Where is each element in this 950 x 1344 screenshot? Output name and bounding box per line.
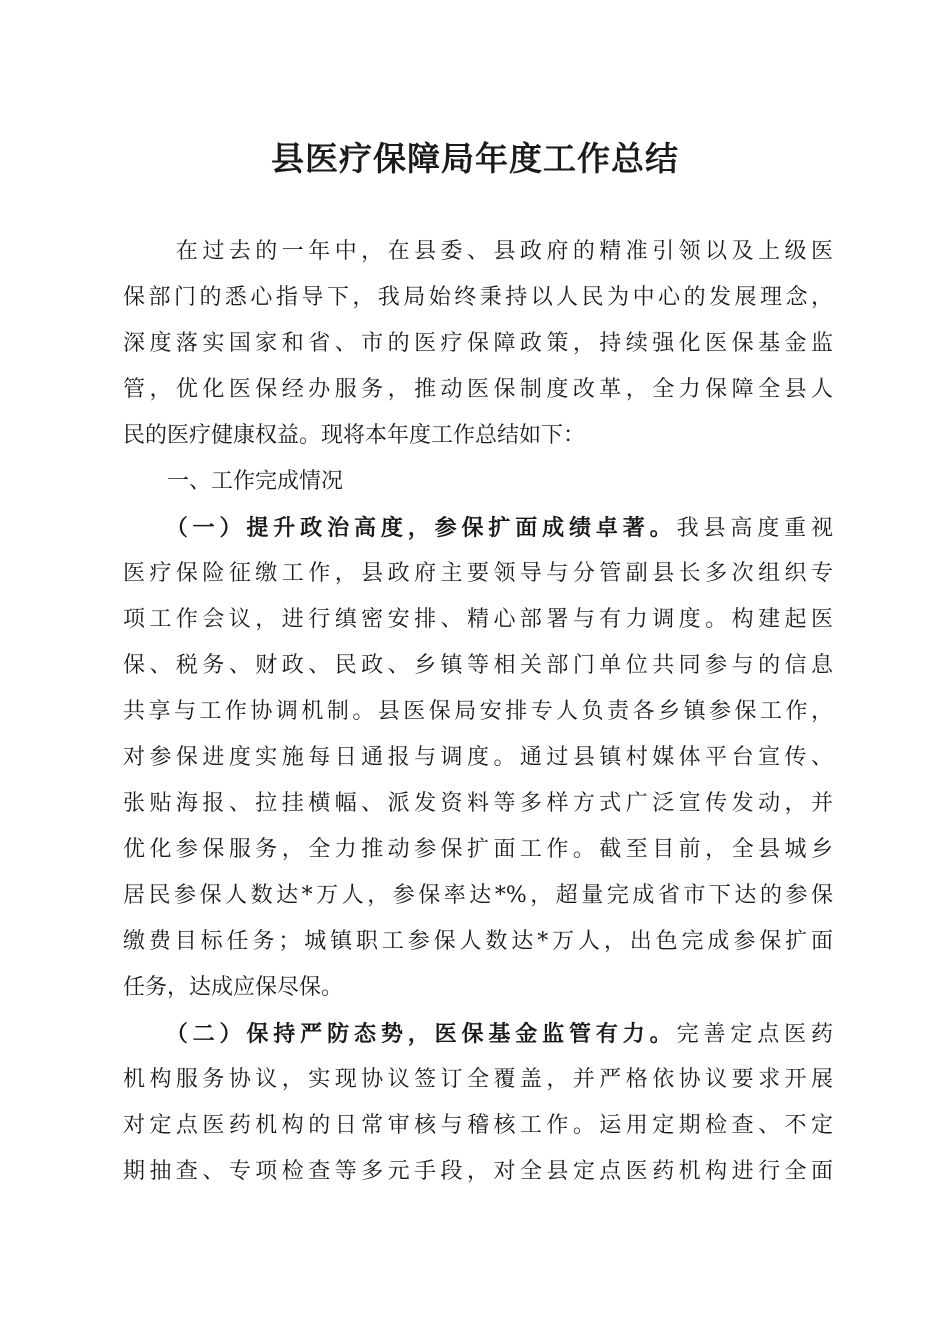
para1-line-5: 共享与工作协调机制。县医保局安排专人负责各乡镇参保工作， [123,699,833,724]
intro-line-4: 管，优化医保经办服务，推动医保制度改革，全力保障全县人 [123,377,833,402]
para1-line-6: 对参保进度实施每日通报与调度。通过县镇村媒体平台宣传、 [123,745,833,770]
para1-line-11: 任务，达成应保尽保。 [123,975,344,1000]
para1-lead-rest: 我县高度重视 [676,516,833,541]
para2-line-1 [123,1011,833,1057]
para2-lead-rest: 完善定点医药 [676,1022,833,1047]
para2-line-4: 期抽查、专项检查等多元手段，对全县定点医药机构进行全面 [123,1159,833,1184]
section-heading-1: 一、工作完成情况 [123,469,344,494]
para1-line-3: 项工作会议，进行缜密安排、精心部署与有力调度。构建起医 [123,607,833,632]
intro-line-2: 保部门的悉心指导下，我局始终秉持以人民为中心的发展理念， [123,285,833,310]
intro-line-1: 在过去的一年中，在县委、县政府的精准引领以及上级医 [123,239,833,264]
document-title: 县医疗保障局年度工作总结 [271,139,679,178]
para1-line-7: 张贴海报、拉挂横幅、派发资料等多样方式广泛宣传发动，并 [123,791,833,816]
para1-line-4: 保、税务、财政、民政、乡镇等相关部门单位共同参与的信息 [123,653,833,678]
para1-line-2: 医疗保险征缴工作，县政府主要领导与分管副县长多次组织专 [123,561,833,586]
intro-line-5: 民的医疗健康权益。现将本年度工作总结如下： [123,423,586,448]
para2-line-3: 对定点医药机构的日常审核与稽核工作。运用定期检查、不定 [123,1113,833,1138]
para1-lead: （一）提升政治高度，参保扩面成绩卓著。 [123,515,677,541]
document-body [123,229,833,1195]
para1-line-8: 优化参保服务，全力推动参保扩面工作。截至目前，全县城乡 [123,837,833,862]
para2-line-2: 机构服务协议，实现协议签订全覆盖，并严格依协议要求开展 [123,1067,833,1092]
para1-line-9: 居民参保人数达*万人，参保率达*%，超量完成省市下达的参保 [123,883,833,908]
para1-line-10: 缴费目标任务；城镇职工参保人数达*万人，出色完成参保扩面 [123,929,833,954]
para2-lead: （二）保持严防态势，医保基金监管有力。 [123,1021,677,1047]
para1-line-1 [123,505,833,551]
intro-line-3: 深度落实国家和省、市的医疗保障政策，持续强化医保基金监 [123,331,833,356]
